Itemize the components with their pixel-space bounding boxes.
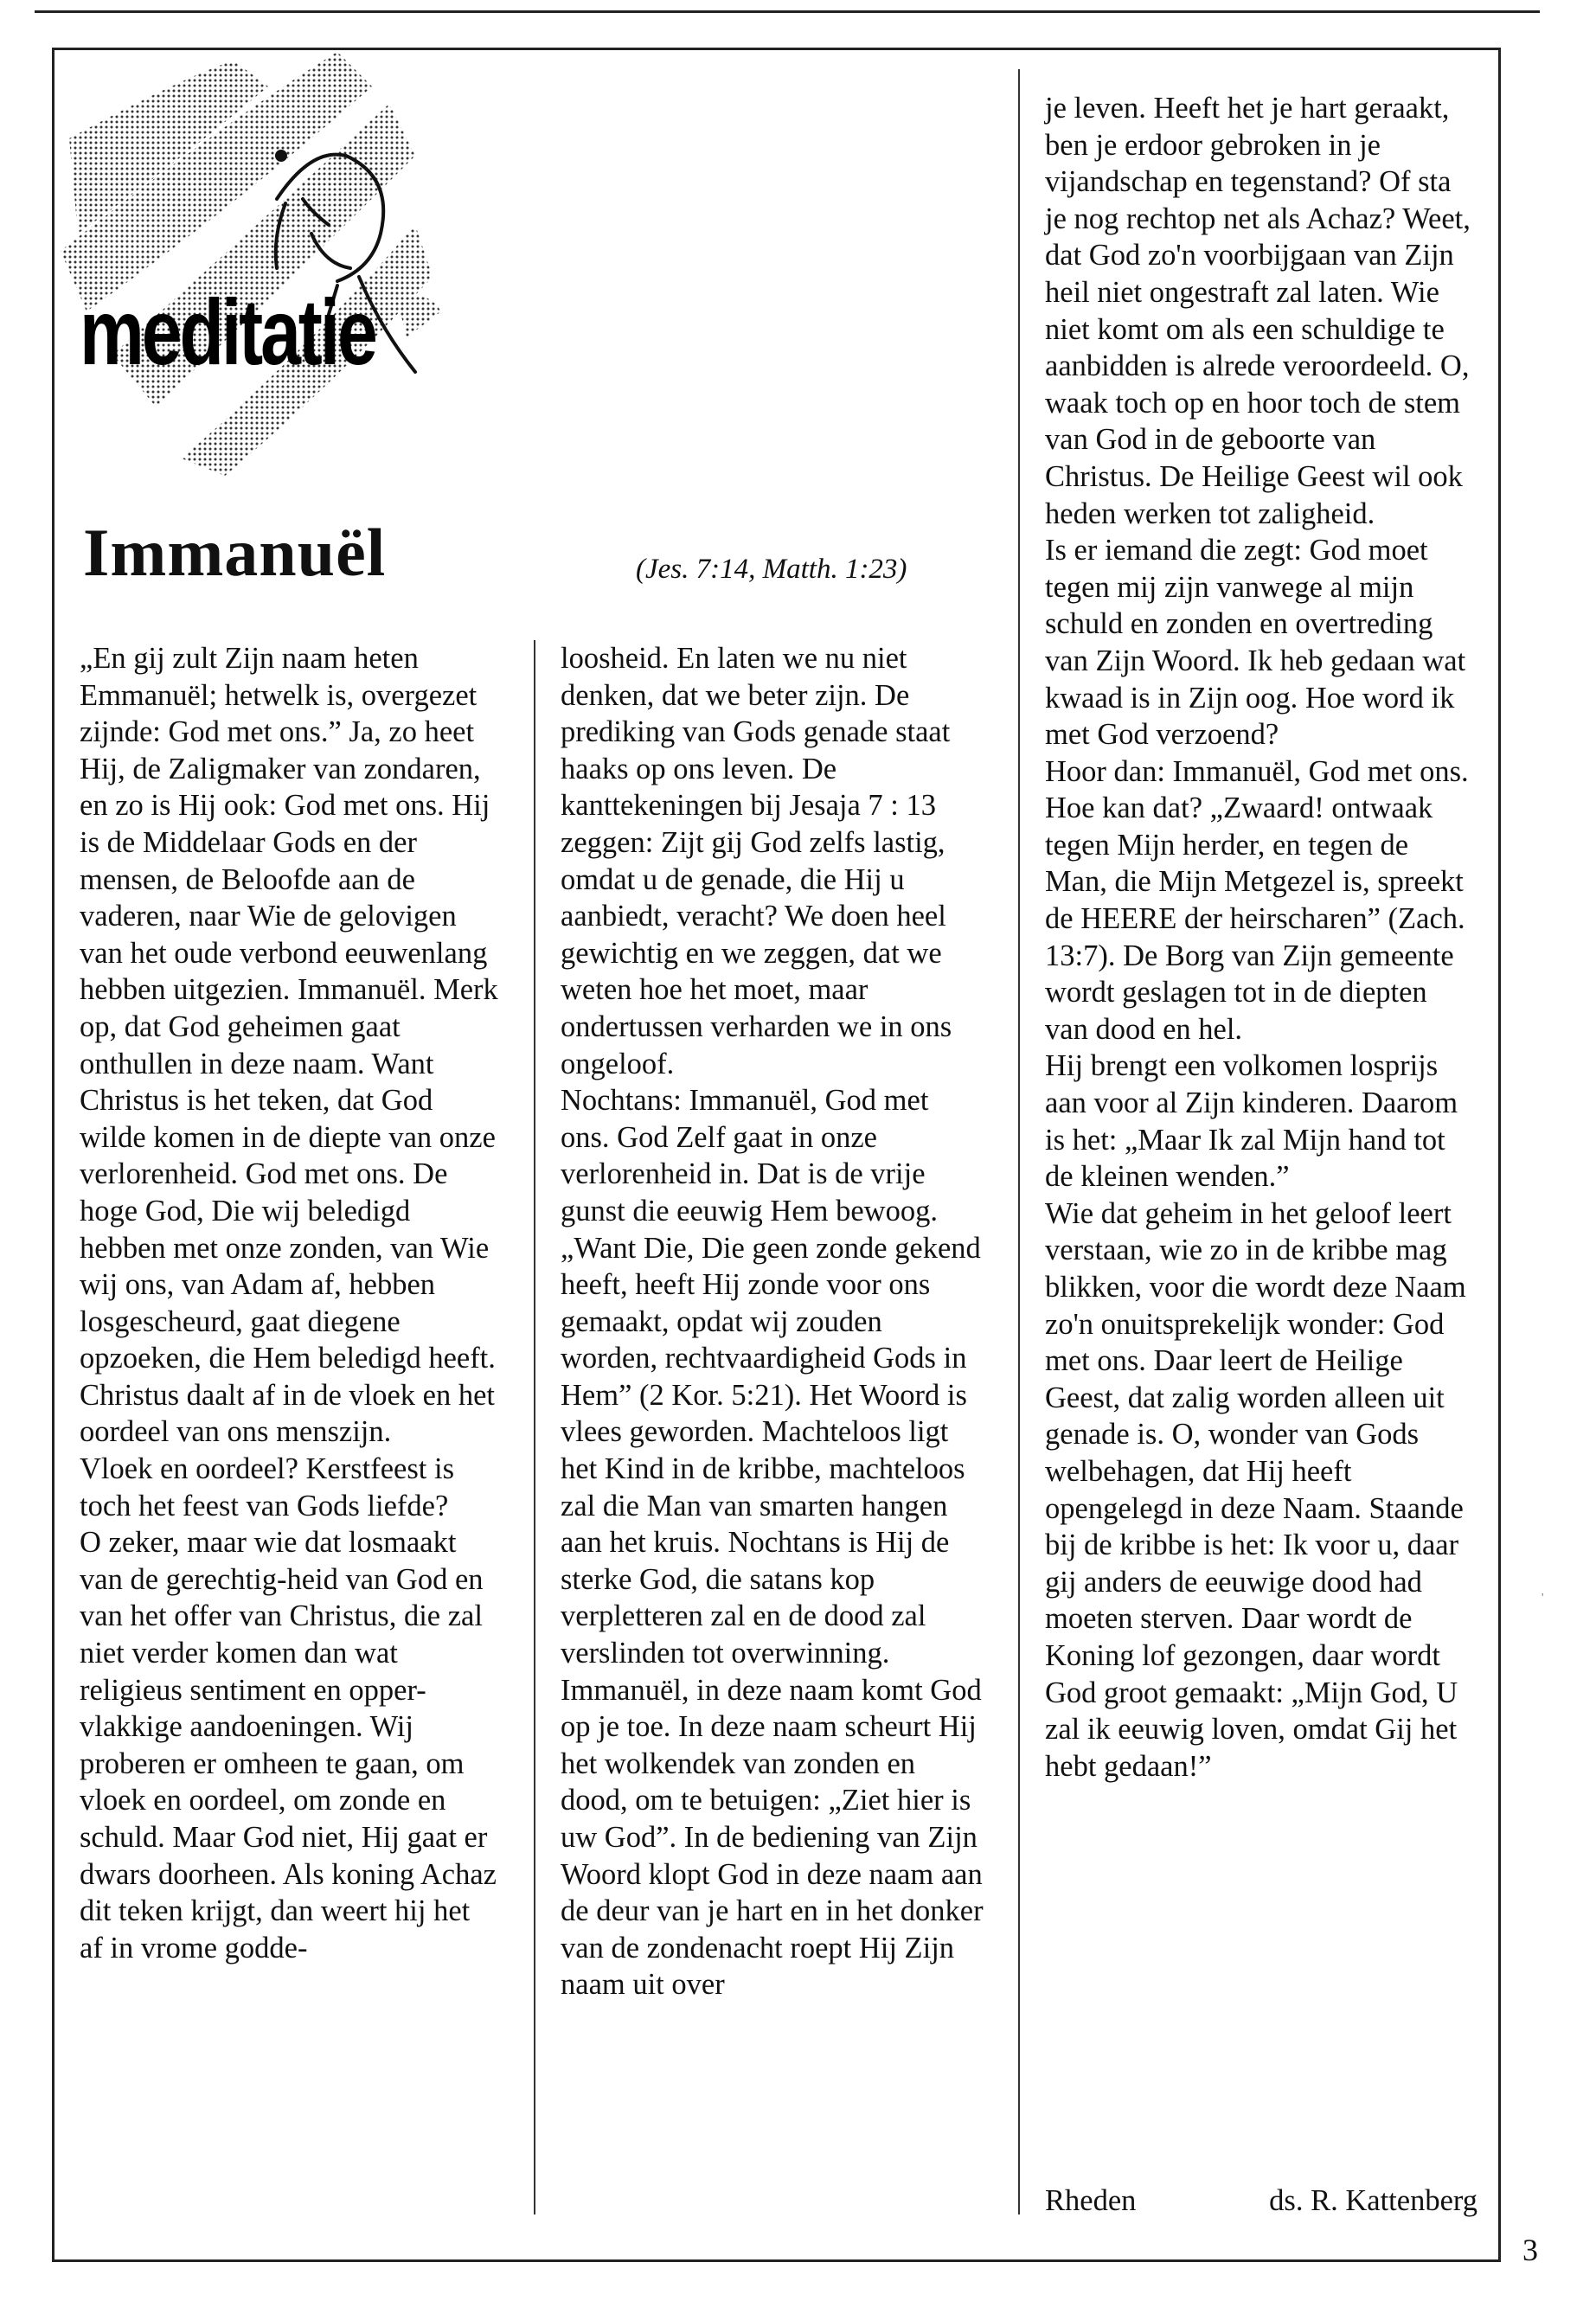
margin-mark: ' [1542,1592,1544,1605]
meditatie-logo-word: meditatie [80,279,375,384]
page-title: Immanuël [83,515,387,590]
column-divider-1 [534,640,535,2214]
paragraph: Is er iemand die zegt: God moet tegen mij zijn vanwege al mijn schuld en zonden en overtreding van Zijn Woord. Ik heb gedaan wat kwaad is in Zijn oog. Hoe word ik met God verzoend? [1045,534,1466,752]
scripture-reference: (Jes. 7:14, Matth. 1:23) [636,554,907,585]
top-rule [35,10,1540,13]
column-divider-2 [1018,69,1020,2214]
paragraph: Hoor dan: Immanuël, God met ons. Hoe kan dat? „Zwaard! ontwaak tegen Mijn herder, en tegen de Man, die Mijn Metgezel is, spreekt de HEERE der heirscharen” (Zach. 13:7). De Borg van Zijn gemeente wordt geslagen tot in de diepten van dood en hel. [1045,754,1469,1046]
paragraph: je leven. Heeft het je hart geraakt, ben je erdoor gebroken in je vijandschap en tegenstand? Of sta je nog rechtop net als Achaz? Weet, dat God zo'n voorbijgaan van Zijn heil niet ongestraft zal laten. Wie niet komt om als een schuldige te aanbidden is alrede veroordeeld. O, waak toch op en hoor toch de stem van God in de geboorte van Christus. De Heilige Geest wil ook heden werken tot zaligheid. [1045,92,1471,530]
paragraph: Nochtans: Immanuël, God met ons. God Zelf gaat in onze verlorenheid in. Dat is de vrije gunst die eeuwig Hem bewoog. „Want Die, Die geen zonde gekend heeft, heeft Hij zonde voor ons gemaakt, opdat wij zouden worden, rechtvaardigheid Gods in Hem” (2 Kor. 5:21). Het Woord is vlees geworden. Machteloos ligt het Kind in de kribbe, machteloos zal die Man van smarten hangen aan het kruis. Nochtans is Hij de sterke God, die satans kop verpletteren zal en de dood zal verslinden tot overwinning. [561,1084,981,1670]
paragraph: loosheid. En laten we nu niet denken, dat we beter zijn. De prediking van Gods genade staat haaks op ons leven. De kanttekeningen bij Jesaja 7 : 13 zeggen: Zijt gij God zelfs lastig, omdat u de genade, die Hij u aanbiedt, veracht? We doen heel gewichtig en we zeggen, dat we weten hoe het moet, maar ondertussen verharden we in ons ongeloof. [561,642,952,1080]
paragraph: „En gij zult Zijn naam heten Emmanuël; hetwelk is, overgezet zijnde: God met ons.” Ja, zo heet Hij, de Zaligmaker van zondaren, en zo is Hij ook: God met ons. Hij is de Middelaar Gods en der mensen, de Beloofde aan de vaderen, naar Wie de gelovigen van het oude verbond eeuwenlang hebben uitgezien. Immanuël. Merk op, dat God geheimen gaat onthullen in deze naam. Want Christus is het teken, dat God wilde komen in de diepte van onze verlorenheid. God met ons. De hoge God, Die wij beledigd hebben met onze zonden, van Wie wij ons, van Adam af, hebben losgescheurd, gaat diegene opzoeken, die Hem beledigd heeft. Christus daalt af in de vloek en het oordeel van ons menszijn. [80,642,498,1449]
text-column-3 [1045,90,1477,1785]
page-number: 3 [1522,2233,1538,2267]
paragraph: Hij brengt een volkomen losprijs aan voor al Zijn kinderen. Daarom is het: „Maar Ik zal Mijn hand tot de kleinen wenden.” [1045,1049,1458,1194]
signature-author: ds. R. Kattenberg [1269,2184,1477,2217]
paragraph: Immanuël, in deze naam komt God op je toe. In deze naam scheurt Hij het wolkendek van zonden en dood, om te betuigen: „Ziet hier is uw God”. In de bediening van Zijn Woord klopt God in deze naam aan de deur van je hart en in het donker van de zondenacht roept Hij Zijn naam uit over [561,1673,984,2002]
meditatie-illustration [52,26,536,510]
signature-place: Rheden [1045,2184,1137,2217]
text-column-1 [80,640,499,1966]
paragraph: Vloek en oordeel? Kerstfeest is toch het feest van Gods liefde? [80,1452,455,1522]
paragraph: O zeker, maar wie dat losmaakt van de gerechtig-heid van God en van het offer van Christus, die zal niet verder komen dan wat religieus sentiment en opper-vlakkige aandoeningen. Wij proberen er omheen te gaan, om vloek en oordeel, om zonde en schuld. Maar God niet, Hij gaat er dwars doorheen. Als koning Achaz dit teken krijgt, dan weert hij het af in vrome godde- [80,1526,497,1965]
paragraph: Wie dat geheim in het geloof leert verstaan, wie zo in de kribbe mag blikken, voor die wordt deze Naam zo'n onuitsprekelijk wonder: God met ons. Daar leert de Heilige Geest, dat zalig worden alleen uit genade is. O, wonder van Gods welbehagen, dat Hij heeft opengelegd in deze Naam. Staande bij de kribbe is het: Ik voor u, daar gij anders de eeuwige dood had moeten sterven. Daar wordt de Koning lof gezongen, daar wordt God groot gemaakt: „Mijn God, U zal ik eeuwig loven, omdat Gij het hebt gedaan!” [1045,1196,1466,1783]
text-column-2 [561,640,984,2003]
